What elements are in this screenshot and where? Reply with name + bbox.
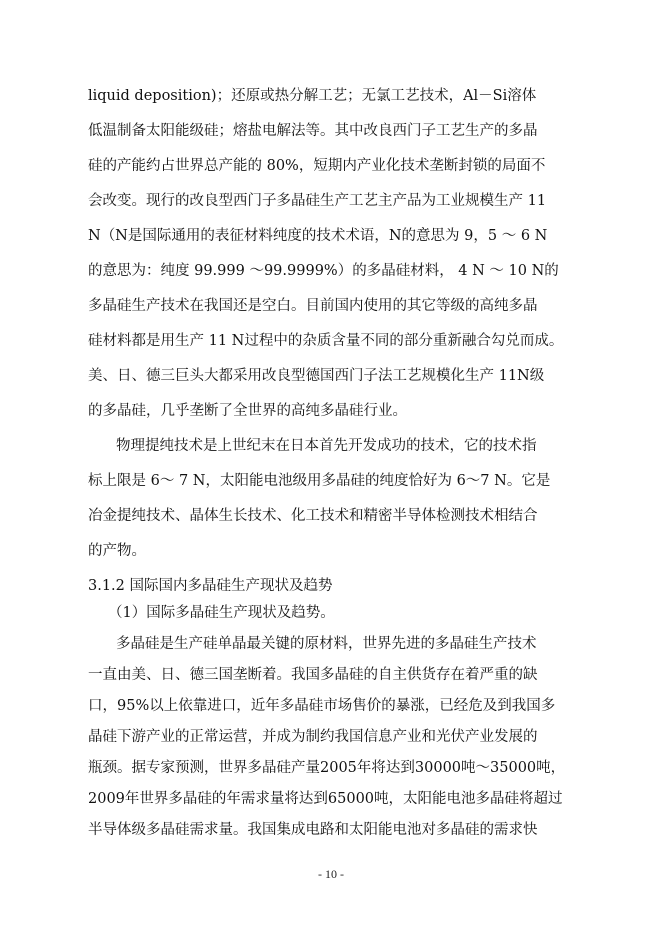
body-text-line: 冶金提纯技术、晶体生长技术、化工技术和精密半导体检测技术相结合 [88,508,538,524]
body-text-line: 硅的产能约占世界总产能的 80%，短期内产业化技术垄断封锁的局面不 [88,158,546,174]
body-text-line: 2009年世界多晶硅的年需求量将达到65000吨，太阳能电池多晶硅将超过 [88,791,563,807]
body-text-line: 多晶硅生产技术在我国还是空白。目前国内使用的其它等级的高纯多晶 [88,298,538,314]
body-text-line: 半导体级多晶硅需求量。我国集成电路和太阳能电池对多晶硅的需求快 [88,822,538,838]
body-text-line: 美、日、德三巨头大都采用改良型德国西门子法工艺规模化生产 11N级 [88,368,545,384]
body-text-line: 晶硅下游产业的正常运营，并成为制约我国信息产业和光伏产业发展的 [88,729,538,745]
body-text-line: 标上限是 6～ 7 N，太阳能电池级用多晶硅的纯度恰好为 6～7 N。它是 [88,473,551,489]
body-text-line: 的意思为：纯度 99.999 ～99.9999%）的多晶硅材料， 4 N ～ 10 N的 [88,263,559,279]
body-text-line: 的多晶硅，几乎垄断了全世界的高纯多晶硅行业。 [88,403,407,419]
body-text-line: 一直由美、日、德三国垄断着。我国多晶硅的自主供货存在着严重的缺 [88,667,538,683]
body-text-line: 口，95%以上依靠进口，近年多晶硅市场售价的暴涨，已经危及到我国多 [88,698,556,714]
paragraph-first-line: 多晶硅是生产硅单晶最关键的原材料，世界先进的多晶硅生产技术 [116,636,537,652]
paragraph-first-line: 物理提纯技术是上世纪末在日本首先开发成功的技术，它的技术指 [116,438,537,454]
body-text-line: liquid deposition)；还原或热分解工艺；无氯工艺技术，Al－Si溶体 [88,88,537,104]
body-text-line: N（N是国际通用的表征材料纯度的技术术语，N的意思为 9，5 ～ 6 N [88,228,548,244]
body-text-line: 会改变。现行的改良型西门子多晶硅生产工艺主产品为工业规模生产 11 [88,193,547,209]
body-text-line: 硅材料都是用生产 11 N过程中的杂质含量不同的部分重新融合勾兑而成。 [88,333,564,349]
subsection-heading: （1）国际多晶硅生产现状及趋势。 [108,605,335,621]
body-text-line: 瓶颈。据专家预测，世界多晶硅产量2005年将达到30000吨～35000吨， [88,760,566,776]
body-text-line: 低温制备太阳能级硅；熔盐电解法等。其中改良西门子工艺生产的多晶 [88,123,538,139]
body-text-line: 的产物。 [88,543,146,559]
page-number: - 10 - [318,867,344,881]
section-heading: 3.1.2 国际国内多晶硅生产现状及趋势 [88,578,333,594]
